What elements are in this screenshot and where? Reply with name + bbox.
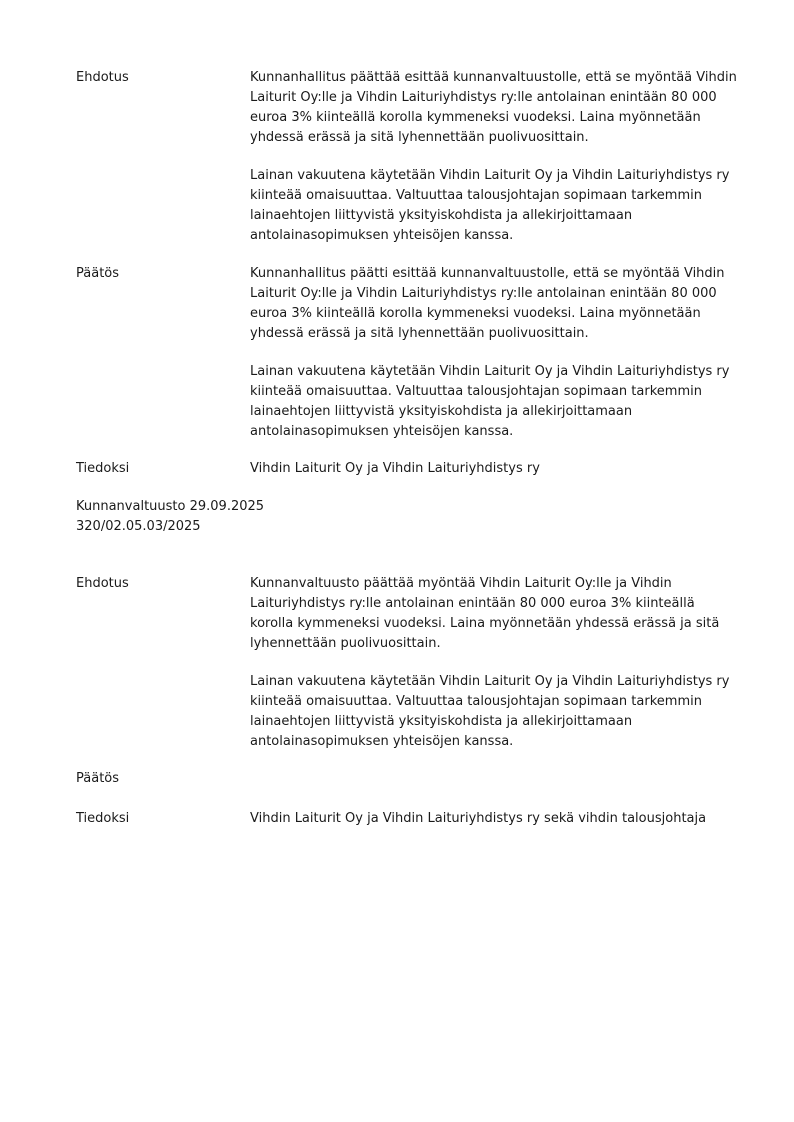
text-line: Lainan vakuutena käytetään Vihdin Laiturit Oy ja Vihdin Laituriyhdistys ry bbox=[250, 168, 730, 183]
text-line: euroa 3% kiinteällä korolla kymmeneksi vuodeksi. Laina myönnetään bbox=[250, 110, 701, 125]
text-line: Lainan vakuutena käytetään Vihdin Laiturit Oy ja Vihdin Laituriyhdistys ry bbox=[250, 364, 730, 379]
tiedoksi-content bbox=[250, 459, 746, 479]
meeting-header bbox=[76, 497, 476, 537]
ehdotus-content bbox=[250, 574, 746, 752]
text-line: Laiturit Oy:lle ja Vihdin Laituriyhdistys ry:lle antolainan enintään 80 000 bbox=[250, 286, 717, 301]
meeting-reference: 320/02.05.03/2025 bbox=[76, 519, 201, 534]
text-line: Vihdin Laiturit Oy ja Vihdin Laituriyhdistys ry bbox=[250, 461, 540, 476]
ehdotus-label: Ehdotus bbox=[76, 576, 129, 591]
text-line: yhdessä erässä ja sitä lyhennettään puolivuosittain. bbox=[250, 326, 589, 341]
meeting-title: Kunnanvaltuusto 29.09.2025 bbox=[76, 499, 265, 514]
ehdotus-label: Ehdotus bbox=[76, 70, 129, 85]
text-line: Lainan vakuutena käytetään Vihdin Laiturit Oy ja Vihdin Laituriyhdistys ry bbox=[250, 674, 730, 689]
text-line: Kunnanhallitus päätti esittää kunnanvaltuustolle, että se myöntää Vihdin bbox=[250, 266, 725, 281]
text-line: kiinteää omaisuuttaa. Valtuuttaa talousjohtajan sopimaan tarkemmin bbox=[250, 694, 702, 709]
text-line: yhdessä erässä ja sitä lyhennettään puolivuosittain. bbox=[250, 130, 589, 145]
text-line: euroa 3% kiinteällä korolla kymmeneksi vuodeksi. Laina myönnetään bbox=[250, 306, 701, 321]
text-line: Laiturit Oy:lle ja Vihdin Laituriyhdistys ry:lle antolainan enintään 80 000 bbox=[250, 90, 717, 105]
text-line: korolla kymmeneksi vuodeksi. Laina myönnetään yhdessä erässä ja sitä bbox=[250, 616, 720, 631]
text-line: antolainasopimuksen yhteisöjen kanssa. bbox=[250, 228, 514, 243]
paatos-label: Päätös bbox=[76, 771, 120, 786]
text-line: lainaehtojen liittyvistä yksityiskohdista ja allekirjoittamaan bbox=[250, 404, 633, 419]
text-line: Laituriyhdistys ry:lle antolainan enintään 80 000 euroa 3% kiinteällä bbox=[250, 596, 695, 611]
tiedoksi-label: Tiedoksi bbox=[76, 811, 130, 826]
text-line: kiinteää omaisuuttaa. Valtuuttaa talousjohtajan sopimaan tarkemmin bbox=[250, 384, 702, 399]
text-line: kiinteää omaisuuttaa. Valtuuttaa talousjohtajan sopimaan tarkemmin bbox=[250, 188, 702, 203]
tiedoksi-label: Tiedoksi bbox=[76, 461, 130, 476]
text-line: Kunnanhallitus päättää esittää kunnanvaltuustolle, että se myöntää Vihdin bbox=[250, 70, 737, 85]
text-line: Vihdin Laiturit Oy ja Vihdin Laituriyhdistys ry sekä vihdin talousjohtaja bbox=[250, 811, 707, 826]
text-line: antolainasopimuksen yhteisöjen kanssa. bbox=[250, 424, 514, 439]
text-line: lainaehtojen liittyvistä yksityiskohdista ja allekirjoittamaan bbox=[250, 714, 633, 729]
paatos-label: Päätös bbox=[76, 266, 120, 281]
paatos-content bbox=[250, 264, 746, 442]
text-line: antolainasopimuksen yhteisöjen kanssa. bbox=[250, 734, 514, 749]
tiedoksi-content bbox=[250, 809, 746, 829]
text-line: lainaehtojen liittyvistä yksityiskohdista ja allekirjoittamaan bbox=[250, 208, 633, 223]
text-line: lyhennettään puolivuosittain. bbox=[250, 636, 441, 651]
text-line: Kunnanvaltuusto päättää myöntää Vihdin Laiturit Oy:lle ja Vihdin bbox=[250, 576, 672, 591]
ehdotus-content bbox=[250, 68, 746, 246]
